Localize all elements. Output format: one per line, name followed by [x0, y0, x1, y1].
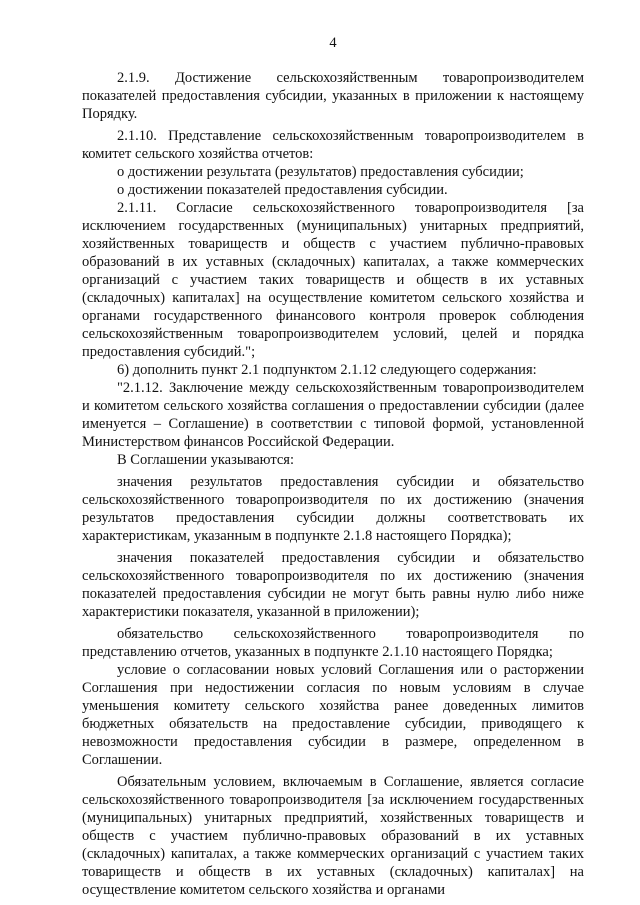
paragraph-2-1-12: "2.1.12. Заключение между сельскохозяйственным товаропроизводителем и комитетом сельского хозяйства соглашения о предоставлении субсидии (далее именуется – Соглашение) в соответствии с типовой формой, установленной Министерством финансов Российской Федерации. — [82, 380, 584, 450]
paragraph-report-results: о достижении результата (результатов) предоставления субсидии; — [117, 164, 524, 180]
paragraph-amendment-6: 6) дополнить пункт 2.1 подпунктом 2.1.12 следующего содержания: — [117, 362, 537, 378]
paragraph-report-indicators: о достижении показателей предоставления субсидии. — [117, 182, 448, 198]
paragraph-reporting-obligation: обязательство сельскохозяйственного товаропроизводителя по представлению отчетов, указанных в подпункте 2.1.10 настоящего Порядка; — [82, 626, 584, 660]
paragraph-indicator-values: значения показателей предоставления субсидии и обязательство сельскохозяйственного товаропроизводителя по их достижению (значения показателей предоставления субсидии не могут быть равны нулю либо ниже характеристики показателя, указанной в приложении); — [82, 550, 584, 620]
paragraph-agreement-termination: условие о согласовании новых условий Соглашения или о расторжении Соглашения при недостижении согласия по новым условиям в случае уменьшения комитету сельского хозяйства ранее доведенных лимитов бюджетных обязательств на предоставление субсидии, приводящего к невозможности предоставления субсидии в размере, определенном в Соглашении. — [82, 662, 584, 768]
page-number: 4 — [329, 35, 337, 51]
paragraph-2-1-9: 2.1.9. Достижение сельскохозяйственным товаропроизводителем показателей предоставления субсидии, указанных в приложении к настоящему Порядку. — [82, 70, 584, 122]
paragraph-2-1-10: 2.1.10. Представление сельскохозяйственным товаропроизводителем в комитет сельского хозяйства отчетов: — [82, 128, 584, 162]
paragraph-result-values: значения результатов предоставления субсидии и обязательство сельскохозяйственного товаропроизводителя по их достижению (значения результатов предоставления субсидии должны соответствовать их характеристикам, указанным в подпункте 2.1.8 настоящего Порядка); — [82, 474, 584, 544]
paragraph-2-1-11: 2.1.11. Согласие сельскохозяйственного товаропроизводителя [за исключением государственных (муниципальных) унитарных предприятий, хозяйственных товариществ и обществ с участием публично-правовых образований в их уставных (складочных) капиталах, а также коммерческих организаций с участием таких товариществ и обществ в их уставных (складочных) капиталах] на осуществление комитетом сельского хозяйства и органами государственного финансового контроля проверок соблюдения сельскохозяйственным товаропроизводителем условий, целей и порядка предоставления субсидий."; — [82, 200, 584, 360]
paragraph-agreement-contents: В Соглашении указываются: — [117, 452, 294, 468]
paragraph-mandatory-condition: Обязательным условием, включаемым в Соглашение, является согласие сельскохозяйственного товаропроизводителя [за исключением государственных (муниципальных) унитарных предприятий, хозяйственных товариществ и обществ с участием публично-правовых образований в их уставных (складочных) капиталах, а также коммерческих организаций с участием таких товариществ и обществ в их уставных (складочных) капиталах] на осуществление комитетом сельского хозяйства и органами — [82, 774, 584, 898]
